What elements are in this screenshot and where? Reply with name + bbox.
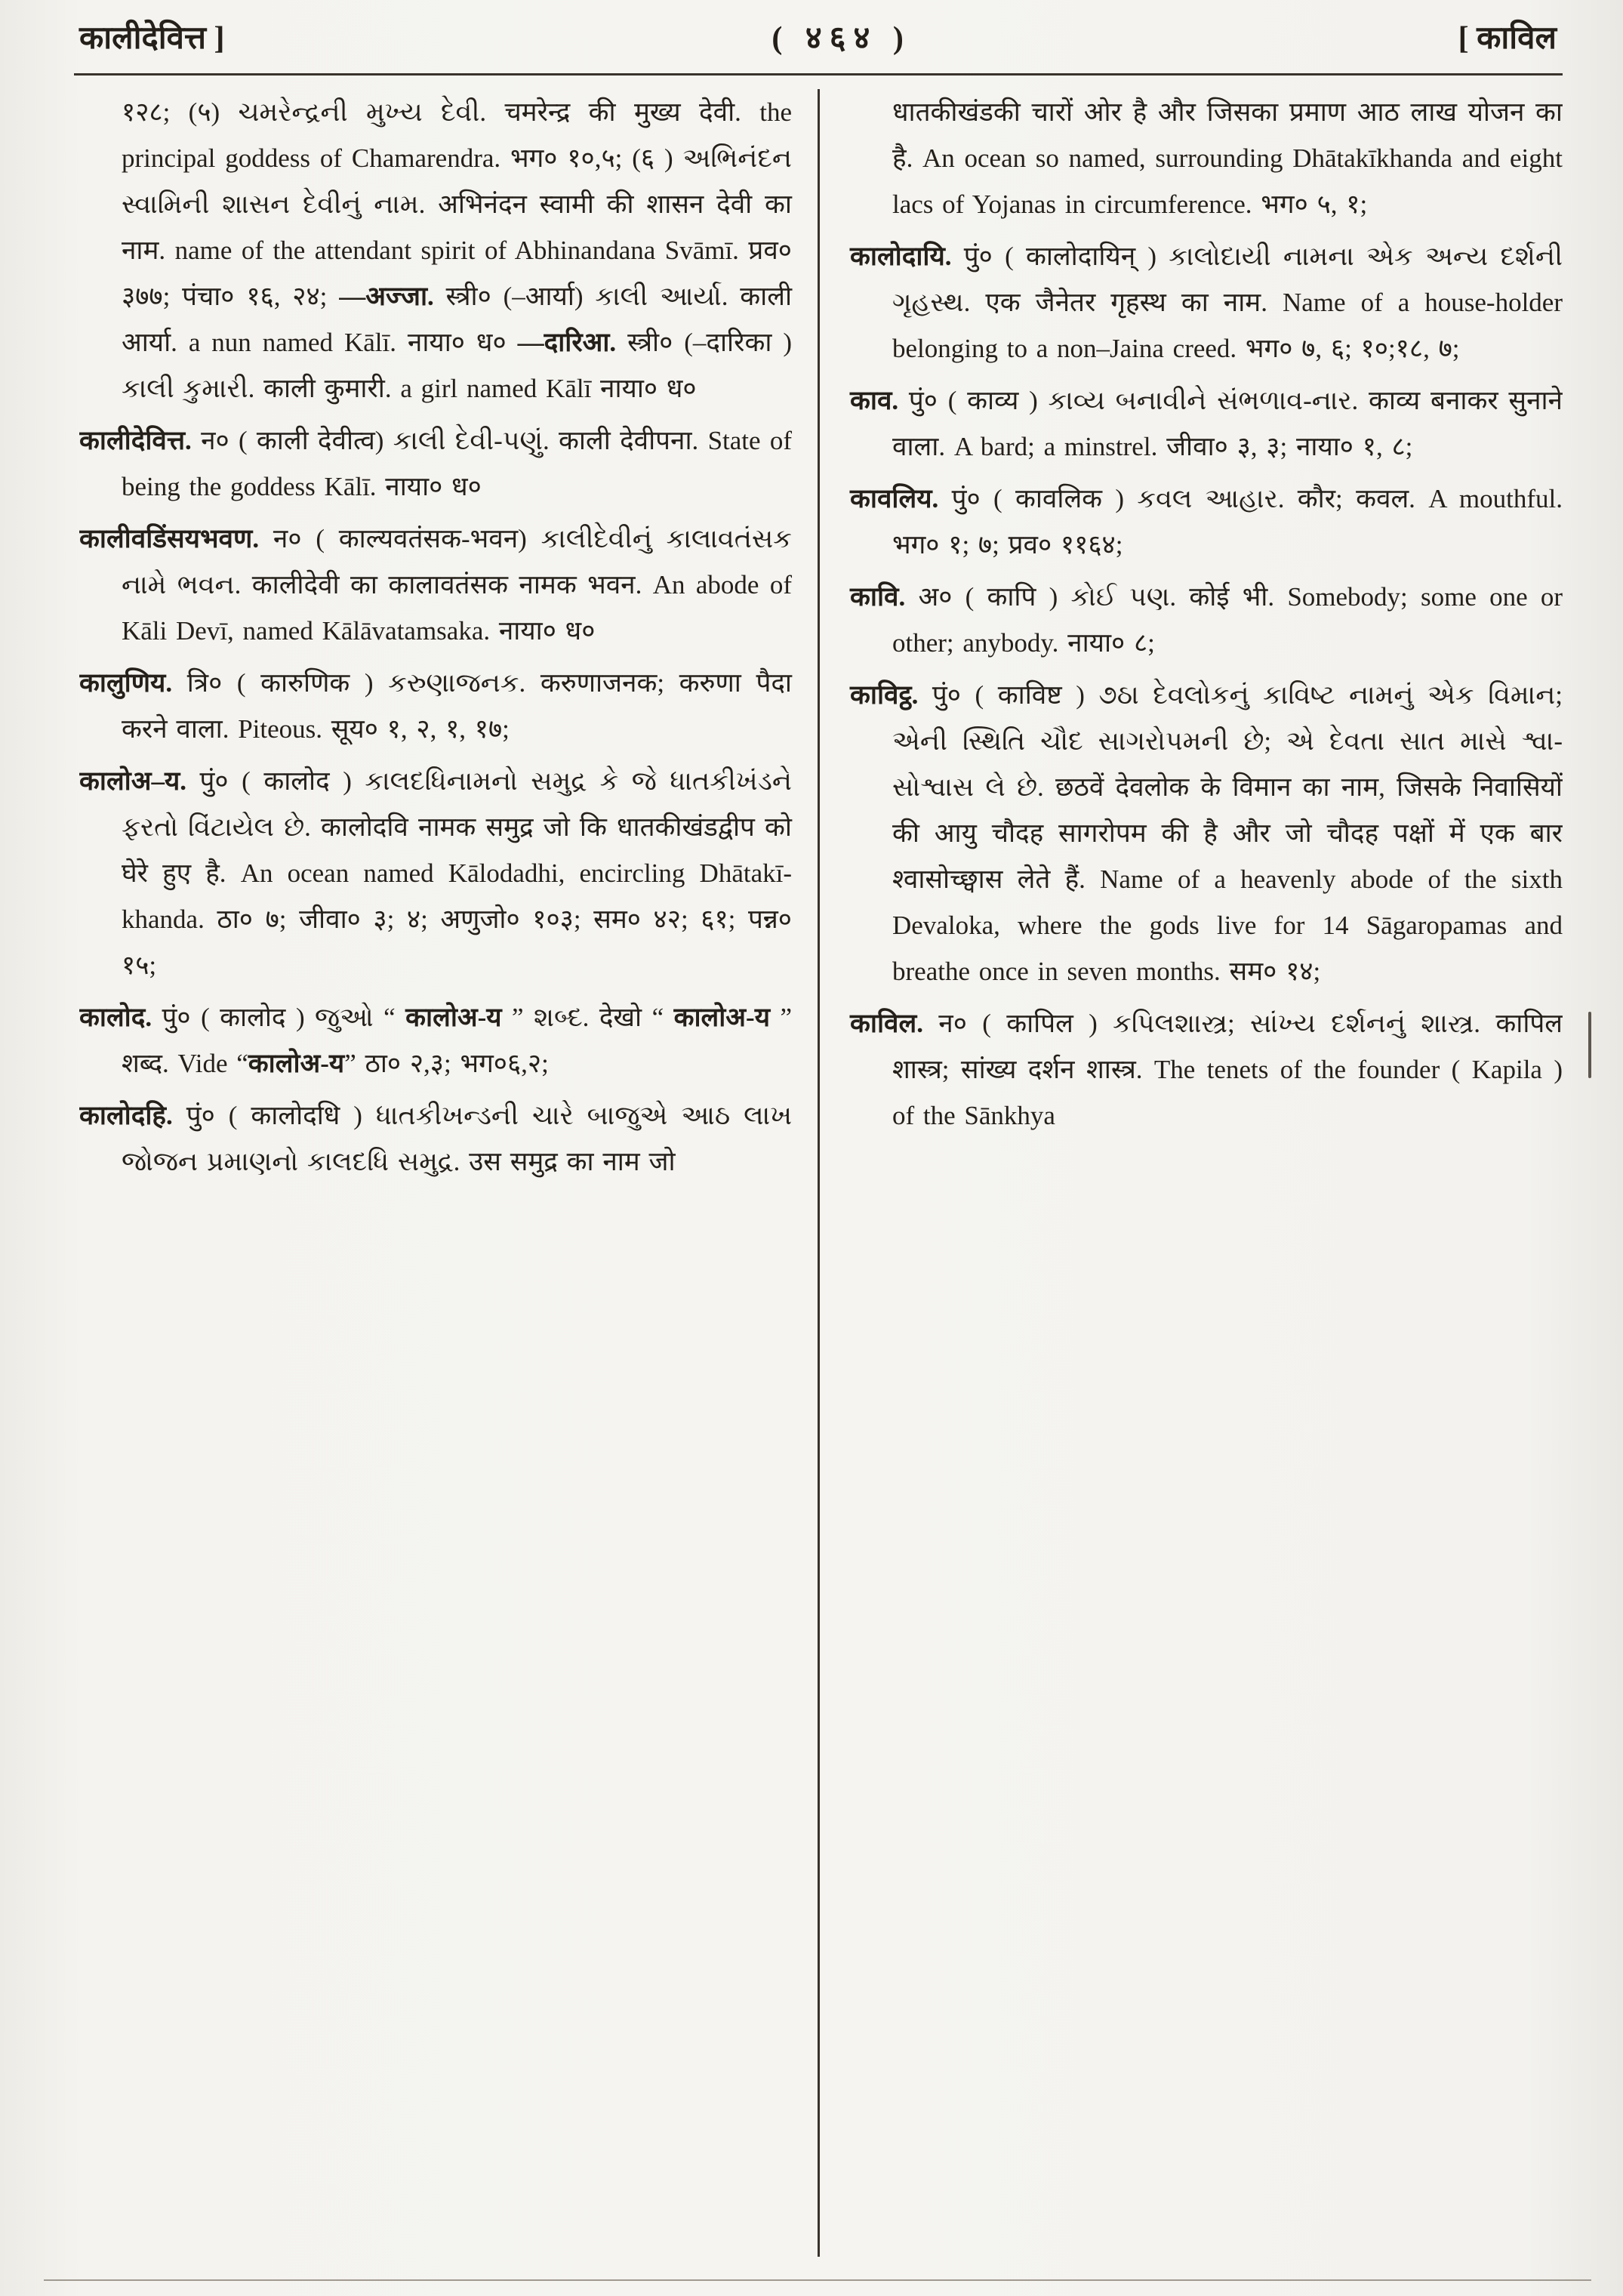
page-number: ( ४६४ ) [771,21,911,56]
dictionary-entry [79,1093,792,1185]
entry-subheadword: कालोअ-य [405,1003,502,1032]
text-columns [79,89,1563,2257]
entry-text-segment: न० ( काली देवीत्व) કાલી દેવી-પણું. काली देवीपना. State of being the goddess Kālī. नाया० ध० [122,426,792,501]
left-column [79,89,818,2257]
entry-text-segment: पुं० ( कावलिक ) કવલ આહાર. कौर; कवल. A mouthful. भग० १; ७; प्रव० ११६४; [892,484,1563,559]
entry-headword: कालोद. [79,1003,152,1032]
entry-text-segment: न० ( काल्यवतंसक-भवन) કાલીદેવીનું કાલાવતંસક નામે ભવન. कालीदेवी का कालावतंसक नामक भवन. An abode of Kāli Devī, named Kālāvatamsaka. नाया० ध० [122,524,792,646]
scan-artifact-mark [1588,1012,1591,1078]
dictionary-entry [850,378,1563,470]
entry-text-segment: अ० ( कापि ) કોઈ પણ. कोई भी. Somebody; some one or other; anybody. नाया० ८; [892,582,1563,658]
entry-headword: काविल. [850,1009,923,1038]
dictionary-entry [850,672,1563,994]
entry-headword: कावलिय. [850,484,939,513]
entry-text-segment: धातकीखंडकी चारों ओर है और जिसका प्रमाण आठ लाख योजन का है. An ocean so named, surrounding Dhātakīkhanda and eight lacs of Yojanas in circumference. भग० ५, १; [892,97,1563,219]
entry-headword: कालोदायि. [850,242,952,271]
entry-headword: कालोदहि. [79,1101,173,1130]
entry-subheadword: —अज्जा. [339,282,434,311]
entry-subheadword: —दारिआ. [517,328,617,357]
entry-text-segment: ” ठा० २,३; भग०६,२; [344,1049,549,1078]
entry-text-segment: स्त्री० (–दारिका ) કાલી કુમારી. काली कुमारी. a girl named Kālī नाया० ध० [122,328,792,403]
entry-text-segment: ” शब्द. Vide “ [122,1003,792,1078]
dictionary-entry [850,574,1563,666]
page-header [79,20,1557,57]
entry-headword: काव. [850,386,899,415]
entry-headword: कालुणिय. [79,668,173,698]
entry-headword: कालोअ–य. [79,766,187,796]
entry-text-segment: पुं० ( कालोदधि ) ધાતકીખન્ડની ચારે બાજુએ આઠ લાખ જોજન પ્રમાણનો કાલદધિ સમુદ્ર. उस समुद्र का नाम जो [122,1101,792,1176]
entry-text-segment: पुं० ( काव्य ) કાવ્ય બનાવીને સંભળાવ-નાર. काव्य बनाकर सुनाने वाला. A bard; a minstrel. जीवा० ३, ३; नाया० १, ८; [892,386,1563,461]
entry-headword: कालीदेवित्त. [79,426,192,455]
entry-text-segment: स्त्री० (–आर्या) કાલી આર્યા. काली आर्या. a nun named Kālī. नाया० ध० [122,282,793,357]
dictionary-entry [850,1000,1563,1139]
dictionary-entry [850,476,1563,568]
header-rule [74,73,1563,76]
right-column [820,89,1563,2257]
entry-text-segment: पुं० ( कालोद ) કાલદધિનામનો સમુદ્ર કે જે ધાતકીખંડને ફરતો વિંટાયેલ છે. कालोदवि नामक समुद्र जो कि धातकीखंडद्वीप को घेरे हुए है. An ocean named Kālodadhi, encircling Dhātakī-khanda. ठा० ७; जीवा० ३; ४; अणुजो० १०३; सम० ४२; ६१; पन्न० १५; [122,766,792,980]
entry-text-segment: पुं० ( कालोद ) જુઓ “ [152,1003,406,1032]
header-right-keyword: [ काविल [1458,21,1557,56]
dictionary-entry [79,660,792,752]
entry-text-segment: त्रि० ( कारुणिक ) કરુણાજનક. करुणाजनक; करुणा पैदा करने वाला. Piteous. सूय० १, २, १, १७; [122,668,792,744]
dictionary-entry [850,89,1563,227]
dictionary-entry [850,233,1563,371]
dictionary-entry [79,758,792,988]
entry-headword: कालीवडिंसयभवण. [79,524,260,553]
entry-subheadword: कालोअ-य [673,1003,770,1032]
dictionary-entry [79,89,792,411]
entry-headword: कावि. [850,582,906,612]
entry-text-segment: न० ( कापिल ) કપિલશાસ્ત્ર; સાંખ્ય દર્શનનું શાસ્ત્ર. कापिल शास्त्र; सांख्य दर्शन शास्त्र. The tenets of the founder ( Kapila ) of the Sānkhya [892,1009,1563,1130]
entry-text-segment: पुं० ( कालोदायिन् ) કાલોદાયી નામના એક અન્ય દર્શની ગૃહસ્થ. एक जैनेतर गृहस्थ का नाम. Name of a house-holder belonging to a non–Jaina creed. भग० ७, ६; १०;१८, ७; [892,242,1563,363]
page-bottom-edge [44,2279,1591,2281]
dictionary-entry [79,418,792,510]
entry-text-segment: ” શબ્દ. देखो “ [501,1003,674,1032]
entry-text-segment: १२८; (५) ચમરેન્દ્રની મુખ્ય દેવી. चमरेन्द्र की मुख्य देवी. the principal goddess of Chamarendra. भग० १०,५; (६ ) અભિનંદન સ્વામિની શાસન દેવીનું નામ. अभिनंदन स्वामी की शासन देवी का नाम. name of the attendant spirit of Abhinandana Svāmī. प्रव० ३७७; पंचा० १६, २४; [122,97,792,311]
entry-headword: काविट्ठ. [850,680,919,710]
header-left-keyword: कालीदेवित्त ] [79,21,225,56]
entry-text-segment: पुं० ( काविष्ट ) ૭ઠા દેવલોકનું કાવિષ્ટ નામનું એક વિમાન; એની સ્થિતિ ચૌદ સાગરોપમની છે; એ દેવતા સાત માસે શ્વા-સોશ્વાસ લે છે. छठवें देवलोक के विमान का नाम, जिसके निवासियों की आयु चौदह सागरोपम की है और जो चौदह पक्षों में एक बार श्वासोच्छ्वास लेते हैं. Name of a heavenly abode of the sixth Devaloka, where the gods live for 14 Sāgaropamas and breathe once in seven months. सम० १४; [892,680,1563,986]
dictionary-entry [79,994,792,1086]
entry-subheadword: कालोअ-य [248,1049,345,1078]
dictionary-entry [79,516,792,654]
